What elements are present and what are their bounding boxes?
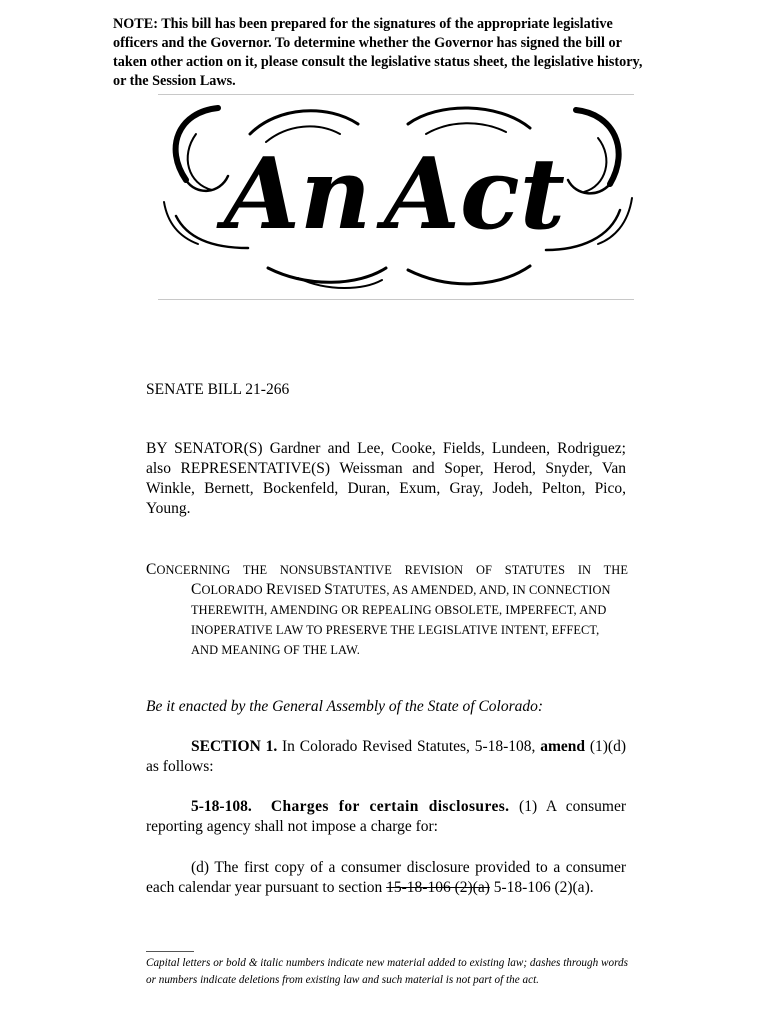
bill-sponsors: BY SENATOR(S) Gardner and Lee, Cooke, Fields, Lundeen, Rodriguez; also REPRESENTATIVE(S) Weissman and Soper, Herod, Snyder, Van Winkle, Bernett, Bockenfeld, Duran, Exum, Gray, Jodeh, Pelton, Pico, Young. — [146, 440, 626, 517]
banner-word-an: An — [224, 137, 372, 252]
concerning-line-3: THEREWITH, AMENDING OR REPEALING OBSOLETE, IMPERFECT, AND — [191, 603, 607, 617]
concerning-clause — [146, 560, 628, 660]
section-1-label: SECTION 1. — [191, 738, 278, 755]
banner-bottom-rule — [158, 299, 634, 300]
statute-number: 5-18-108. — [191, 798, 252, 815]
banner-top-rule — [158, 94, 634, 95]
legislative-note — [113, 15, 658, 91]
deleted-citation: 15-18-106 (2)(a) — [386, 879, 490, 896]
statute-title: Charges for certain disclosures. — [270, 798, 510, 815]
legislative-note-text: NOTE: This bill has been prepared for the signatures of the appropriate legislative officers and the Governor. To determine whether the Governor has signed the bill or taken other action on it, please consult the legislative status sheet, the legislative history, or the Session Laws. — [113, 16, 643, 89]
concerning-line-4: INOPERATIVE LAW TO PRESERVE THE LEGISLATIVE INTENT, EFFECT, — [191, 623, 600, 637]
statute-heading — [146, 797, 626, 837]
concerning-line-1: CONCERNING THE NONSUBSTANTIVE REVISION OF STATUTES IN THE — [146, 561, 628, 578]
concerning-line-5: AND MEANING OF THE LAW. — [191, 643, 360, 657]
an-act-banner — [158, 98, 634, 296]
footnote: Capital letters or bold & italic numbers indicate new material added to existing law; dashes through words or numbers indicate deletions from existing law and such material is not part of the act. — [146, 957, 628, 986]
bill-number: SENATE BILL 21-266 — [146, 381, 290, 398]
section-1: SECTION 1. In Colorado Revised Statutes, 5-18-108, amend (1)(d) as follows: — [146, 738, 626, 775]
banner-word-act: Act — [384, 137, 565, 252]
footnote-rule — [146, 951, 194, 952]
section-1-action: amend — [540, 738, 586, 755]
concerning-line-2: COLORADO REVISED STATUTES, AS AMENDED, AND, IN CONNECTION — [191, 581, 611, 598]
enacting-clause: Be it enacted by the General Assembly of the State of Colorado: — [146, 698, 544, 715]
subsection-d: (d) The first copy of a consumer disclosure provided to a consumer each calendar year pursuant to section 15-18-106 (2)(a) 5-18-106 (2)(a). — [146, 859, 626, 896]
statute-text: (1) A consumer reporting agency shall not impose a charge for: — [146, 798, 627, 835]
an-act-banner-art — [158, 98, 634, 296]
